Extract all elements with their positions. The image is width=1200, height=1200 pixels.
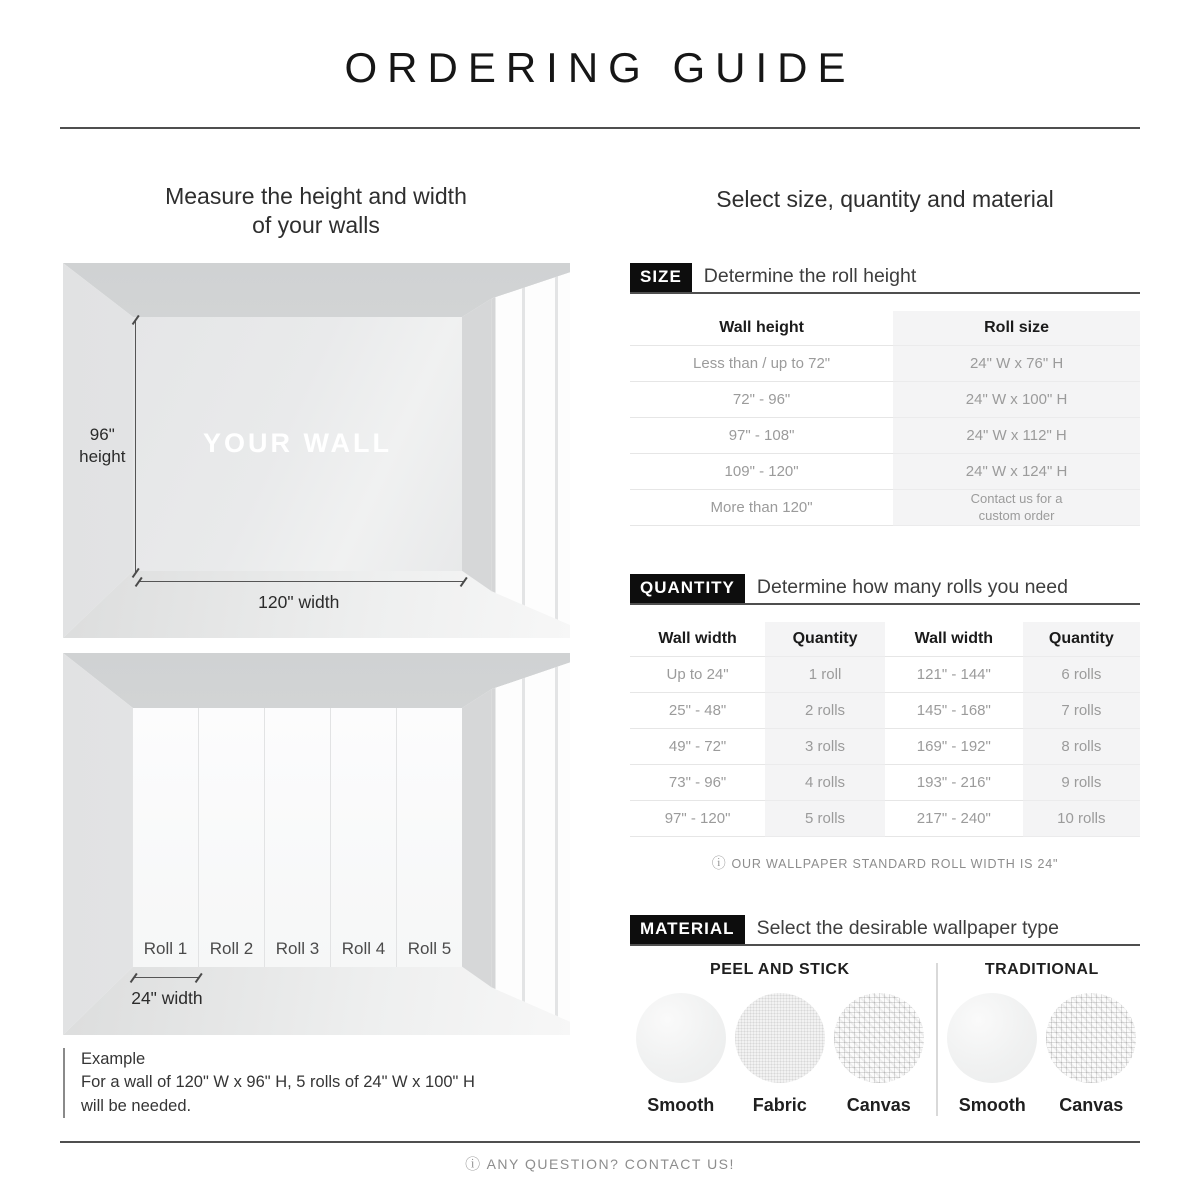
swatch-label: Canvas — [846, 1095, 911, 1115]
roll-label: Roll 1 — [143, 938, 188, 958]
roll-panel — [199, 708, 265, 967]
material-swatch — [636, 993, 726, 1116]
your-wall-surface — [133, 317, 462, 571]
info-icon: ⓘ — [711, 855, 727, 871]
qty-row-qty: 8 rolls — [1023, 729, 1140, 765]
qty-row-qty: 9 rolls — [1023, 765, 1140, 801]
quantity-table — [630, 622, 1140, 837]
size-row-wall: Less than / up to 72" — [630, 346, 893, 382]
qty-row-qty: 6 rolls — [1023, 657, 1140, 693]
wallpaper-roll-panels — [133, 708, 462, 967]
example-line1: For a wall of 120" W x 96" H, 5 rolls of 24" W x 100" H — [81, 1073, 475, 1092]
size-row-wall: 97" - 108" — [630, 418, 893, 454]
roll-width-note: ⓘ OUR WALLPAPER STANDARD ROLL WIDTH IS 24" — [711, 855, 1059, 871]
size-section-header — [630, 263, 1140, 294]
material-badge: MATERIAL — [630, 915, 745, 944]
material-group-peel-and-stick — [630, 959, 930, 1116]
roll-panel — [133, 708, 199, 967]
roll-label: Roll 2 — [209, 938, 254, 958]
size-subtitle: Determine the roll height — [703, 265, 917, 287]
quantity-subtitle: Determine how many rolls you need — [756, 576, 1068, 598]
material-group-divider — [936, 963, 938, 1116]
size-row-roll: 24" W x 100" H — [893, 382, 1140, 418]
example-note — [63, 1048, 571, 1118]
width-dimension-label: 120" width — [258, 591, 340, 612]
qty-row-wall: 73" - 96" — [630, 765, 765, 801]
your-wall-label: YOUR WALL — [202, 428, 392, 459]
qty-row-qty: 10 rolls — [1023, 801, 1140, 837]
swatch-label: Canvas — [1059, 1095, 1124, 1115]
qty-col-header-qty: Quantity — [765, 622, 885, 657]
quantity-section — [630, 574, 1140, 873]
qty-row-qty: 7 rolls — [1023, 693, 1140, 729]
canvas-texture-swatch — [834, 993, 924, 1083]
measure-heading — [60, 182, 572, 241]
height-dimension-label: 96" height — [79, 425, 126, 467]
qty-row-qty: 5 rolls — [765, 801, 885, 837]
size-badge: SIZE — [630, 263, 692, 292]
material-subtitle: Select the desirable wallpaper type — [756, 917, 1059, 939]
size-row-roll: 24" W x 76" H — [893, 346, 1140, 382]
qty-row-wall: 49" - 72" — [630, 729, 765, 765]
room-diagram-measure — [63, 263, 570, 638]
size-row-roll: 24" W x 124" H — [893, 454, 1140, 490]
roll-panel — [397, 708, 462, 967]
roll-panel — [265, 708, 331, 967]
example-title: Example — [81, 1050, 146, 1068]
qty-row-wall: 97" - 120" — [630, 801, 765, 837]
qty-row-wall: 193" - 216" — [885, 765, 1023, 801]
qty-row-qty: 3 rolls — [765, 729, 885, 765]
size-col-header-roll: Roll size — [893, 311, 1140, 346]
measure-heading-line1: Measure the height and width — [165, 183, 467, 209]
qty-row-wall: Up to 24" — [630, 657, 765, 693]
roll-width-dimension-label: 24" width — [131, 988, 203, 1009]
fabric-texture-swatch — [735, 993, 825, 1083]
width-dimension-line — [138, 581, 463, 582]
material-section — [630, 915, 1140, 1116]
material-group-name: PEEL AND STICK — [710, 961, 850, 978]
material-swatch — [834, 993, 924, 1116]
size-row-roll: 24" W x 112" H — [893, 418, 1140, 454]
material-swatch — [735, 993, 825, 1116]
swatch-label: Smooth — [958, 1095, 1026, 1115]
size-row-wall: More than 120" — [630, 490, 893, 526]
material-groups — [630, 959, 1140, 1116]
size-section — [630, 263, 1140, 526]
material-section-header — [630, 915, 1140, 946]
size-table — [630, 311, 1140, 526]
qty-row-qty: 4 rolls — [765, 765, 885, 801]
height-dimension-line — [135, 320, 136, 572]
material-group-name: TRADITIONAL — [984, 961, 1099, 978]
roll-label: Roll 3 — [275, 938, 320, 958]
qty-row-wall: 217" - 240" — [885, 801, 1023, 837]
qty-col-header-qty: Quantity — [1023, 622, 1140, 657]
material-group-traditional — [944, 959, 1140, 1116]
footer-divider — [60, 1141, 1140, 1143]
swatch-label: Smooth — [647, 1095, 715, 1115]
roll-label: Roll 4 — [341, 938, 386, 958]
contact-note: ⓘ ANY QUESTION? CONTACT US! — [465, 1156, 735, 1173]
info-icon: ⓘ — [465, 1156, 482, 1173]
qty-col-header-wall: Wall width — [885, 622, 1023, 657]
smooth-texture-swatch — [636, 993, 726, 1083]
qty-row-wall: 169" - 192" — [885, 729, 1023, 765]
swatch-label: Fabric — [752, 1095, 807, 1115]
qty-row-wall: 121" - 144" — [885, 657, 1023, 693]
top-divider — [60, 127, 1140, 129]
canvas-texture-swatch — [1046, 993, 1136, 1083]
page-title: ORDERING GUIDE — [344, 44, 856, 91]
room-diagram-rolls — [63, 653, 570, 1035]
size-row-roll: Contact us for a custom order — [893, 490, 1140, 526]
material-swatch — [1046, 993, 1136, 1116]
measure-heading-line2: of your walls — [252, 212, 380, 239]
size-col-header-wall: Wall height — [630, 311, 893, 346]
select-heading: Select size, quantity and material — [716, 186, 1054, 212]
material-swatch — [947, 993, 1037, 1116]
size-row-wall: 72" - 96" — [630, 382, 893, 418]
quantity-section-header — [630, 574, 1140, 605]
qty-row-qty: 2 rolls — [765, 693, 885, 729]
roll-label: Roll 5 — [407, 938, 452, 958]
size-row-wall: 109" - 120" — [630, 454, 893, 490]
qty-row-qty: 1 roll — [765, 657, 885, 693]
roll-width-dimension-line — [133, 977, 199, 978]
smooth-texture-swatch — [947, 993, 1037, 1083]
qty-row-wall: 25" - 48" — [630, 693, 765, 729]
quantity-badge: QUANTITY — [630, 574, 745, 603]
example-line2: will be needed. — [81, 1096, 192, 1115]
roll-panel — [331, 708, 397, 967]
qty-col-header-wall: Wall width — [630, 622, 765, 657]
qty-row-wall: 145" - 168" — [885, 693, 1023, 729]
